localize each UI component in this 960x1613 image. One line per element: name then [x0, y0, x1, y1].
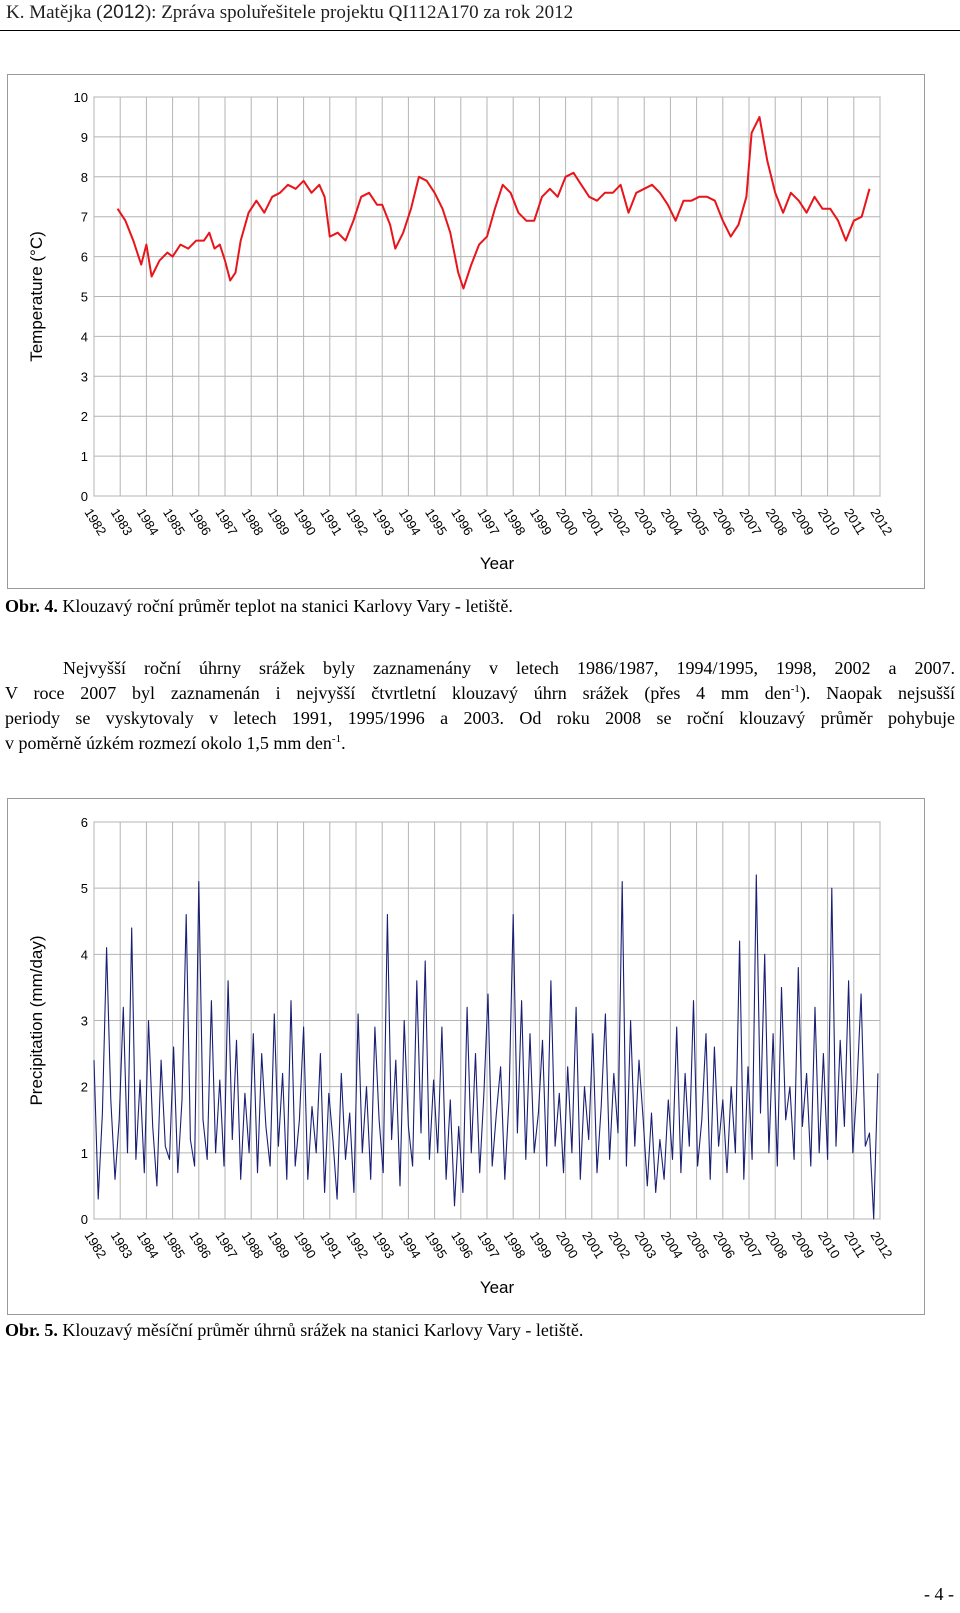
- chart0-x-tick-label: 1984: [133, 505, 162, 539]
- chart0-x-tick-label: 1989: [264, 505, 293, 539]
- figure4-caption-text: Klouzavý roční průměr teplot na stanici Karlovy Vary - letiště.: [57, 596, 513, 616]
- chart1-y-tick-label: 1: [80, 1145, 88, 1161]
- chart1-x-tick-label: 1997: [474, 1228, 503, 1262]
- paragraph-line-2-sup: -1: [790, 683, 800, 695]
- chart0-x-tick-label: 1998: [500, 505, 529, 539]
- paragraph-line-2-tail: ). Naopak nejsušší: [799, 683, 955, 703]
- paragraph-line-1: Nejvyšší roční úhrny srážek byly zaznamenány v letech 1986/1987, 1994/1995, 1998, 2002 a 2007.: [63, 658, 955, 678]
- precipitation-chart-frame: [7, 798, 925, 1315]
- chart1-y-axis-label: Precipitation (mm/day): [27, 935, 46, 1106]
- precipitation-chart: [8, 799, 924, 1314]
- chart1-x-tick-label: 1984: [133, 1228, 162, 1262]
- chart0-x-tick-label: 1983: [107, 505, 136, 539]
- header-author: K. Matějka (: [6, 2, 103, 23]
- chart1-x-tick-label: 2011: [841, 1228, 869, 1261]
- chart0-y-tick-label: 1: [80, 449, 88, 465]
- chart1-x-tick-label: 1983: [107, 1228, 136, 1262]
- body-paragraph: [5, 656, 955, 756]
- chart1-x-axis-label: Year: [479, 1278, 515, 1297]
- chart1-x-tick-label: 1996: [448, 1228, 477, 1262]
- chart0-y-tick-label: 0: [80, 489, 88, 504]
- chart1-y-tick-label: 5: [80, 881, 88, 897]
- chart0-x-tick-label: 2007: [736, 505, 765, 539]
- chart0-x-tick-label: 2006: [710, 505, 739, 539]
- chart1-x-tick-label: 2000: [553, 1228, 582, 1262]
- figure5-caption: [5, 1320, 583, 1341]
- header-rule: [0, 30, 960, 31]
- figure4-caption: [5, 596, 513, 617]
- chart1-x-tick-label: 2012: [867, 1228, 896, 1262]
- temperature-chart: [8, 75, 924, 588]
- chart1-x-tick-label: 1987: [212, 1228, 241, 1262]
- chart1-x-tick-label: 1999: [526, 1228, 555, 1262]
- chart1-y-tick-label: 4: [80, 947, 88, 963]
- chart1-x-tick-label: 1990: [291, 1228, 320, 1262]
- chart0-x-tick-label: 2005: [684, 505, 713, 539]
- chart1-y-tick-label: 3: [80, 1013, 88, 1029]
- chart0-x-tick-label: 2003: [631, 505, 660, 539]
- chart1-x-tick-label: 1994: [395, 1228, 424, 1262]
- chart0-y-tick-label: 4: [80, 329, 88, 345]
- chart0-x-axis-label: Year: [479, 554, 515, 573]
- chart0-x-tick-label: 2001: [579, 505, 608, 539]
- chart0-x-tick-label: 2010: [815, 505, 844, 539]
- page-number: - 4 -: [924, 1584, 954, 1604]
- chart1-x-tick-label: 1993: [369, 1228, 398, 1262]
- chart1-x-tick-label: 2009: [788, 1228, 817, 1262]
- chart0-x-tick-label: 1992: [343, 505, 372, 539]
- figure5-caption-label: Obr. 5.: [5, 1320, 58, 1340]
- chart1-x-tick-label: 2002: [605, 1228, 634, 1262]
- chart0-x-tick-label: 2012: [867, 505, 896, 539]
- chart1-x-tick-label: 2001: [579, 1228, 608, 1262]
- chart0-x-tick-label: 2002: [605, 505, 634, 539]
- chart0-y-tick-label: 2: [80, 409, 88, 425]
- chart0-y-tick-label: 5: [80, 289, 88, 305]
- chart1-x-tick-label: 1991: [317, 1228, 346, 1262]
- chart0-x-tick-label: 2000: [553, 505, 582, 539]
- chart0-y-tick-label: 9: [80, 129, 88, 145]
- chart0-y-axis-label: Temperature (°C): [27, 231, 46, 362]
- chart1-x-tick-label: 1982: [81, 1228, 110, 1262]
- chart1-x-tick-label: 1985: [160, 1228, 189, 1262]
- chart1-x-tick-label: 1986: [186, 1228, 215, 1262]
- chart0-y-tick-label: 6: [80, 249, 88, 265]
- chart0-y-tick-label: 10: [73, 90, 88, 105]
- chart0-x-tick-label: 1995: [422, 505, 451, 539]
- paragraph-line-4: [5, 731, 955, 756]
- chart1-x-tick-label: 1988: [238, 1228, 267, 1262]
- chart1-x-tick-label: 2004: [657, 1228, 686, 1262]
- chart0-x-tick-label: 1999: [526, 505, 555, 539]
- chart0-x-tick-label: 1986: [186, 505, 215, 539]
- chart0-x-tick-label: 2011: [841, 505, 869, 538]
- chart0-x-tick-label: 1988: [238, 505, 267, 539]
- chart0-x-tick-label: 1982: [81, 505, 110, 539]
- running-header: [6, 2, 573, 24]
- chart0-x-tick-label: 1997: [474, 505, 503, 539]
- figure4-caption-label: Obr. 4.: [5, 596, 58, 616]
- paragraph-line-4-text: v poměrně úzkém rozmezí okolo 1,5 mm den: [5, 733, 332, 753]
- chart0-y-tick-label: 8: [80, 169, 88, 185]
- chart0-x-tick-label: 2009: [788, 505, 817, 539]
- paragraph-line-4-tail: .: [341, 733, 346, 753]
- paragraph-line-2: [5, 681, 955, 706]
- chart1-x-tick-label: 1995: [422, 1228, 451, 1262]
- header-title: ): Zpráva spoluřešitele projektu QI112A170 za rok 2012: [144, 2, 574, 23]
- chart0-x-tick-label: 2008: [762, 505, 791, 539]
- paragraph-line-3: periody se vyskytovaly v letech 1991, 1995/1996 a 2003. Od roku 2008 se roční klouzavý průměr pohybuje: [5, 708, 955, 728]
- chart1-y-tick-label: 0: [80, 1212, 88, 1227]
- chart1-x-tick-label: 2006: [710, 1228, 739, 1262]
- chart1-x-tick-label: 1998: [500, 1228, 529, 1262]
- chart0-x-tick-label: 1991: [317, 505, 346, 539]
- chart0-x-tick-label: 1987: [212, 505, 241, 539]
- chart1-x-tick-label: 2007: [736, 1228, 765, 1262]
- chart1-y-tick-label: 2: [80, 1079, 88, 1095]
- chart1-x-tick-label: 2008: [762, 1228, 791, 1262]
- chart1-x-tick-label: 2003: [631, 1228, 660, 1262]
- chart1-x-tick-label: 1992: [343, 1228, 372, 1262]
- chart0-x-tick-label: 1985: [160, 505, 189, 539]
- chart0-x-tick-label: 1990: [291, 505, 320, 539]
- chart0-y-tick-label: 3: [80, 369, 88, 385]
- chart0-x-tick-label: 2004: [657, 505, 686, 539]
- chart0-x-tick-label: 1994: [395, 505, 424, 539]
- chart0-y-tick-label: 7: [80, 209, 88, 225]
- header-year: 2012: [102, 2, 145, 23]
- chart1-x-tick-label: 2010: [815, 1228, 844, 1262]
- figure5-caption-text: Klouzavý měsíční průměr úhrnů srážek na stanici Karlovy Vary - letiště.: [57, 1320, 584, 1340]
- chart0-x-tick-label: 1996: [448, 505, 477, 539]
- chart1-x-tick-label: 2005: [684, 1228, 713, 1262]
- paragraph-line-2-text: V roce 2007 byl zaznamenán i nejvyšší čtvrtletní klouzavý úhrn srážek (přes 4 mm den: [5, 683, 791, 703]
- chart1-x-tick-label: 1989: [264, 1228, 293, 1262]
- paragraph-line-4-sup: -1: [331, 733, 342, 745]
- temperature-chart-frame: [7, 74, 925, 589]
- chart0-x-tick-label: 1993: [369, 505, 398, 539]
- chart1-y-tick-label: 6: [80, 815, 88, 830]
